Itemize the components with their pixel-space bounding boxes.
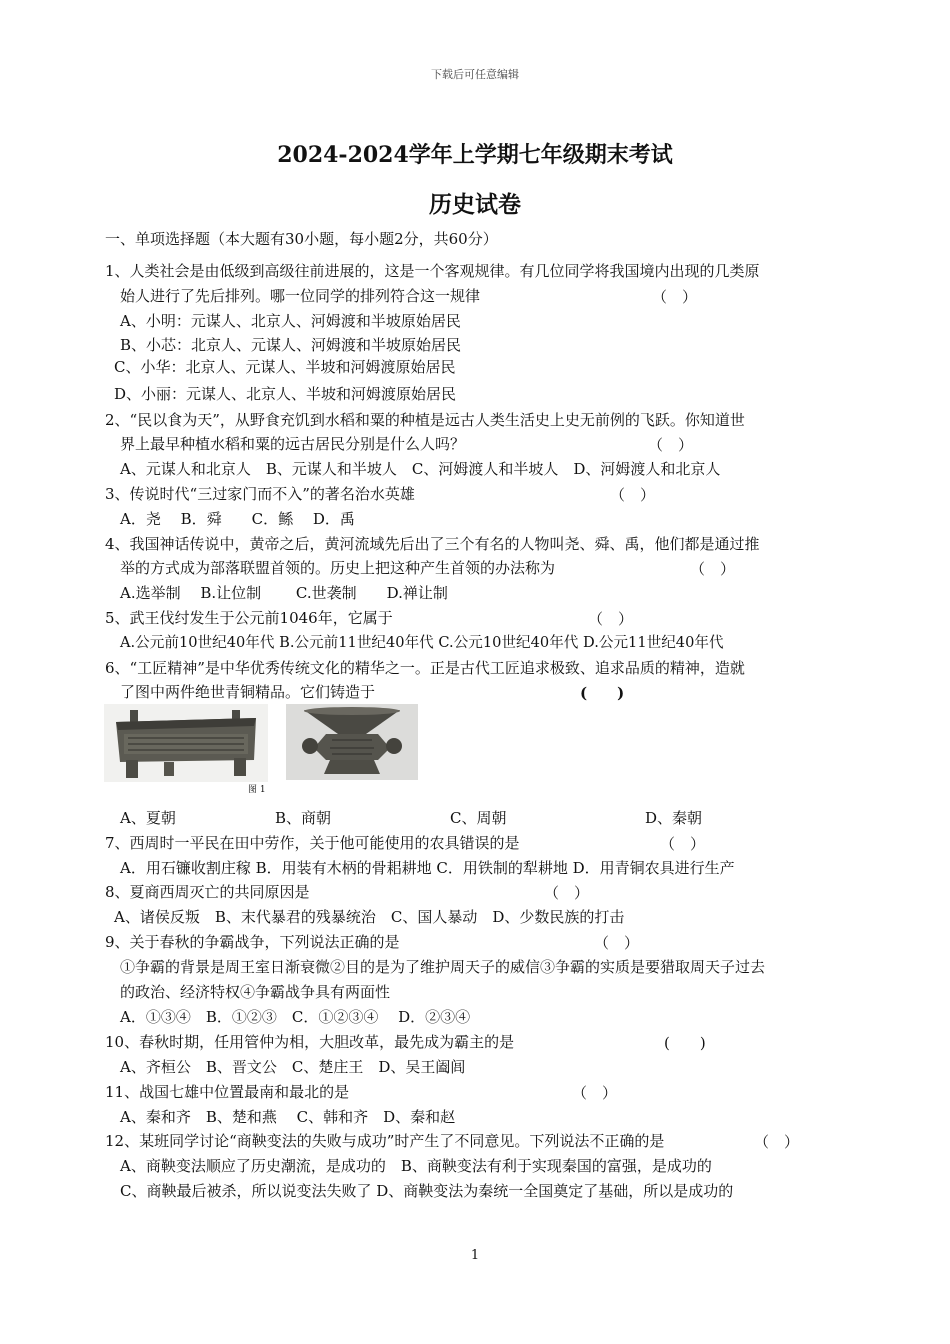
q11-options: A、秦和齐 B、楚和燕 C、韩和齐 D、秦和赵: [120, 1108, 456, 1126]
q10-options: A、齐桓公 B、晋文公 C、楚庄王 D、吴王阖闾: [120, 1058, 466, 1076]
q9-stem: 9、关于春秋的争霸战争，下列说法正确的是: [105, 933, 400, 951]
q1-answer-blank: （ ）: [652, 288, 698, 306]
q3-stem: 3、传说时代“三过家门而不入”的著名治水英雄: [105, 485, 415, 503]
q8-options: A、诸侯反叛 B、末代暴君的残暴统治 C、国人暴动 D、少数民族的打击: [114, 908, 625, 926]
q7-answer-blank: （ ）: [660, 835, 706, 853]
q6-option-a: A、夏朝: [120, 809, 176, 827]
q9-options: A．①③④ B．①②③ C．①②③④ D．②③④: [120, 1008, 471, 1026]
q2-options: A、元谋人和北京人 B、元谋人和半坡人 C、河姆渡人和半坡人 D、河姆渡人和北京人: [120, 460, 721, 478]
q3-options: A．尧 B．舜 C．鲧 D．禹: [120, 510, 355, 528]
q5-options: A.公元前10世纪40年代 B.公元前11世纪40年代 C.公元10世纪40年代 D.公元11世纪40年代: [120, 634, 724, 651]
q3-answer-blank: （ ）: [610, 486, 656, 504]
q9-statement-line1: ①争霸的背景是周王室日渐衰微②目的是为了维护周天子的威信③争霸的实质是要猎取周天子过去: [120, 958, 766, 976]
bronze-ding-image: [104, 704, 268, 782]
figure-caption: 图 1: [248, 785, 266, 795]
page-number: 1: [470, 1248, 480, 1263]
q6-option-b: B、商朝: [275, 809, 332, 827]
q12-answer-blank: （ ）: [754, 1133, 800, 1151]
q2-answer-blank: （ ）: [648, 436, 694, 454]
q10-answer-blank: ( ): [664, 1034, 706, 1052]
bronze-zun-image: [286, 704, 418, 780]
q6-stem-line2: 了图中两件绝世青铜精品。它们铸造于: [120, 683, 376, 701]
q4-stem-line1: 4、我国神话传说中，黄帝之后，黄河流域先后出了三个有名的人物叫尧、舜、禹，他们都是通过推: [105, 535, 760, 553]
q2-stem-line2: 界上最早种植水稻和粟的远古居民分别是什么人吗？: [120, 435, 466, 453]
q1-option-d: D、小丽：元谋人、北京人、半坡和河姆渡原始居民: [114, 385, 457, 403]
q8-stem: 8、夏商西周灭亡的共同原因是: [105, 883, 310, 901]
q9-answer-blank: （ ）: [594, 934, 640, 952]
q1-option-c: C、小华：北京人、元谋人、半坡和河姆渡原始居民: [114, 358, 456, 376]
q6-option-c: C、周朝: [450, 809, 507, 827]
q12-option-line2: C、商鞅最后被杀，所以说变法失败了 D、商鞅变法为秦统一全国奠定了基础，所以是成功的: [120, 1182, 734, 1200]
q4-stem-line2: 举的方式成为部落联盟首领的。历史上把这种产生首领的办法称为: [120, 559, 556, 577]
q12-stem: 12、某班同学讨论“商鞅变法的失败与成功”时产生了不同意见。下列说法不正确的是: [105, 1132, 665, 1150]
exam-subtitle: 历史试卷: [429, 191, 521, 218]
q1-option-b: B、小芯：北京人、元谋人、河姆渡和半坡原始居民: [120, 336, 462, 354]
q7-options: A．用石镰收割庄稼 B．用装有木柄的骨耜耕地 C．用铁制的犁耕地 D．用青铜农具进行生产: [120, 859, 735, 877]
q6-option-d: D、秦朝: [645, 809, 703, 827]
q11-stem: 11、战国七雄中位置最南和最北的是: [105, 1083, 350, 1101]
q4-answer-blank: （ ）: [690, 560, 736, 578]
q5-answer-blank: （ ）: [588, 610, 634, 628]
q6-answer-blank: ( ): [580, 684, 625, 702]
q2-stem-line1: 2、“民以食为天”，从野食充饥到水稻和粟的种植是远古人类生活史上史无前例的飞跃。你知道世: [105, 411, 745, 429]
q1-stem-line1: 1、人类社会是由低级到高级往前进展的，这是一个客观规律。有几位同学将我国境内出现的几类原: [105, 262, 760, 280]
q8-answer-blank: （ ）: [544, 884, 590, 902]
page-header-note: 下载后可任意编辑: [431, 68, 519, 81]
exam-title: 2024-2024学年上学期七年级期末考试: [277, 142, 673, 168]
q1-option-a: A、小明：元谋人、北京人、河姆渡和半坡原始居民: [120, 312, 461, 330]
q7-stem: 7、西周时一平民在田中劳作，关于他可能使用的农具错误的是: [105, 834, 520, 852]
q11-answer-blank: （ ）: [572, 1084, 618, 1102]
q1-stem-line2: 始人进行了先后排列。哪一位同学的排列符合这一规律: [120, 287, 481, 305]
q12-option-line1: A、商鞅变法顺应了历史潮流，是成功的 B、商鞅变法有利于实现秦国的富强，是成功的: [120, 1157, 712, 1175]
q10-stem: 10、春秋时期，任用管仲为相，大胆改革，最先成为霸主的是: [105, 1033, 515, 1051]
q6-stem-line1: 6、“工匠精神”是中华优秀传统文化的精华之一。正是古代工匠追求极致、追求品质的精神，造就: [105, 659, 745, 677]
q4-options: A.选举制 B.让位制 C.世袭制 D.禅让制: [120, 584, 448, 602]
section-heading: 一、单项选择题（本大题有30小题，每小题2分，共60分）: [105, 230, 498, 248]
q5-stem: 5、武王伐纣发生于公元前1046年，它属于: [105, 609, 393, 627]
q9-statement-line2: 的政治、经济特权④争霸战争具有两面性: [120, 983, 391, 1001]
